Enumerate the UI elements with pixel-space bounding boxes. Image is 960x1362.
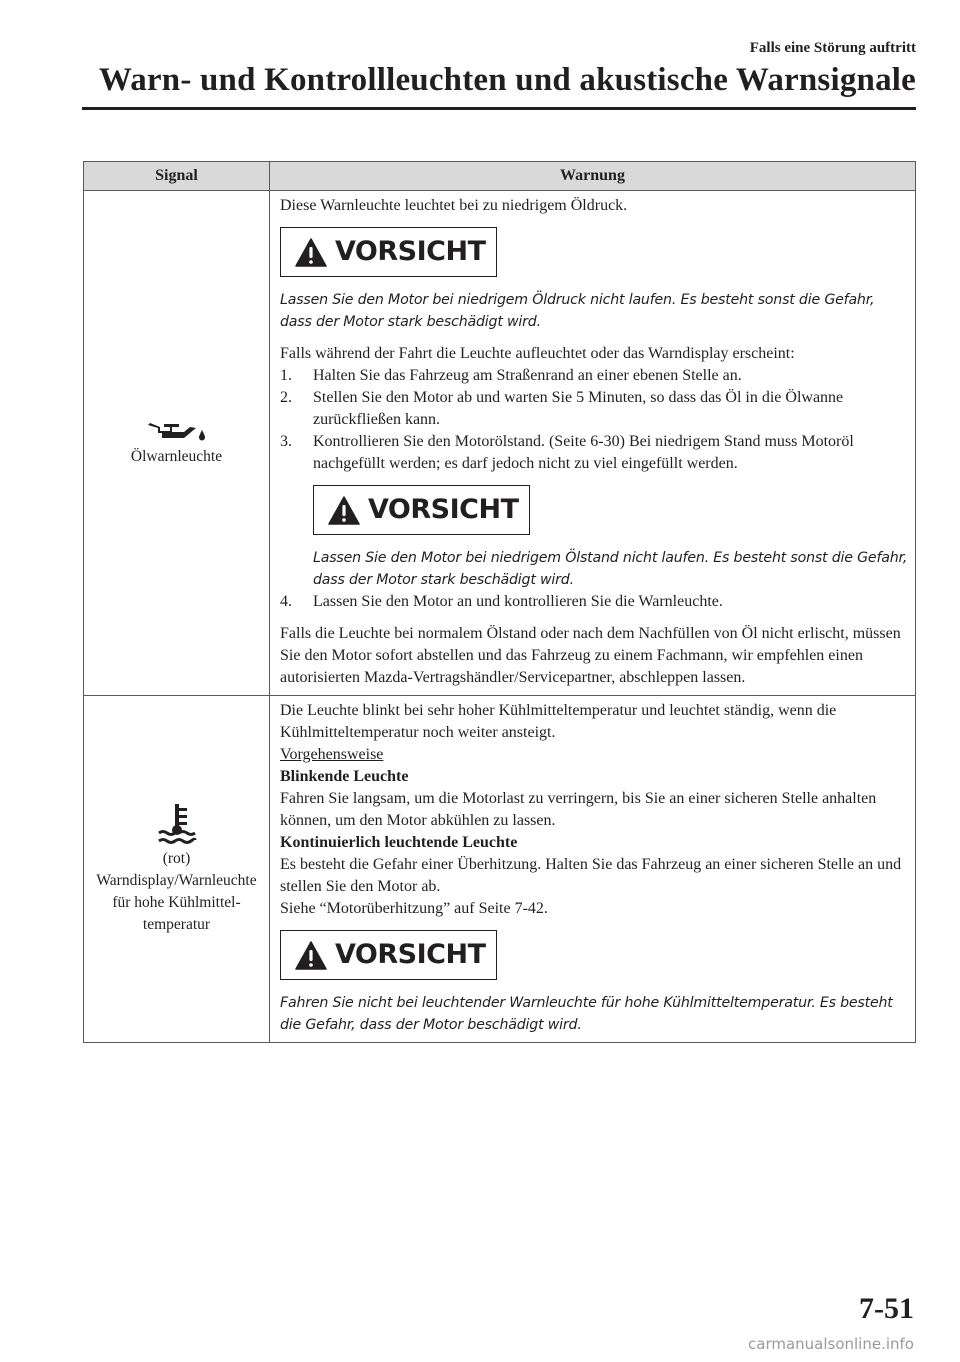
continuous-heading: Kontinuierlich leuchtende Leuchte: [280, 834, 518, 851]
watermark: carmanualsonline.info: [748, 1335, 914, 1353]
page-number: 7-51: [859, 1292, 914, 1325]
blinking-heading: Blinkende Leuchte: [280, 768, 409, 785]
blinking-text: Fahren Sie langsam, um die Motorlast zu verringern, bis Sie an einer sicheren Stelle anhalten können, um den Motor abkühlen zu lassen.: [280, 790, 877, 829]
caution-label: VORSICHT: [335, 236, 486, 267]
warning-triangle-icon: [295, 941, 327, 970]
signal-label: Warndisplay/Warnleuchte für hohe Kühlmitteltemperatur: [96, 872, 257, 933]
caution-label: VORSICHT: [335, 939, 486, 970]
caution-box: [280, 227, 497, 277]
list-item: 4. Lassen Sie den Motor an und kontrollieren Sie die Warnleuchte.: [280, 593, 723, 610]
caution-text: Lassen Sie den Motor bei niedrigem Ölstand nicht laufen. Es besteht sonst die Gefahr, dass der Motor stark beschädigt wird.: [313, 550, 908, 588]
caution-text: Lassen Sie den Motor bei niedrigem Öldruck nicht laufen. Es besteht sonst die Gefahr, dass der Motor stark beschädigt wird.: [280, 292, 875, 330]
signal-cell: [84, 696, 270, 1043]
table-row: [84, 696, 916, 1043]
warning-intro: Die Leuchte blinkt bei sehr hoher Kühlmitteltemperatur und leuchtet ständig, wenn die Kühlmitteltemperatur noch weiter ansteigt.: [280, 702, 837, 741]
column-header-warning: Warnung: [270, 162, 916, 191]
procedure-heading: Vorgehensweise: [280, 746, 384, 763]
warning-triangle-icon: [328, 496, 360, 525]
warning-cell: [270, 696, 916, 1043]
caution-label: VORSICHT: [368, 494, 519, 525]
see-also: Siehe “Motorüberhitzung” auf Seite 7-42.: [280, 900, 548, 917]
coolant-temperature-icon: [156, 802, 198, 846]
caution-box: [280, 930, 497, 980]
table-row: [84, 191, 916, 696]
list-item: 2. Stellen Sie den Motor ab und warten Sie 5 Minuten, so dass das Öl in die Ölwanne zurückfließen kann.: [280, 389, 844, 428]
column-header-signal: Signal: [84, 162, 270, 191]
signal-cell: [84, 191, 270, 696]
section-heading: Falls eine Störung auftritt: [749, 40, 916, 56]
warning-triangle-icon: [295, 238, 327, 267]
steps-intro: Falls während der Fahrt die Leuchte aufleuchtet oder das Warndisplay erscheint:: [280, 345, 795, 362]
page-title: Warn- und Kontrollleuchten und akustische Warnsignale: [98, 62, 916, 98]
header-rule: [82, 107, 916, 110]
warning-lights-table: [83, 161, 916, 1043]
list-item: 1. Halten Sie das Fahrzeug am Straßenrand an einer ebenen Stelle an.: [280, 367, 742, 384]
signal-color: (rot): [162, 850, 191, 867]
warning-outro: Falls die Leuchte bei normalem Ölstand oder nach dem Nachfüllen von Öl nicht erlischt, müssen Sie den Motor sofort abstellen und das Fahrzeug zu einem Fachmann, wir empfehlen einen autorisierten Mazda-Vertragshändler/Servicepartner, abschleppen lassen.: [280, 625, 901, 686]
caution-text: Fahren Sie nicht bei leuchtender Warnleuchte für hohe Kühlmitteltemperatur. Es besteht die Gefahr, dass der Motor beschädigt wird.: [280, 995, 893, 1033]
list-item: 3. Kontrollieren Sie den Motorölstand. (Seite 6-30) Bei niedrigem Stand muss Motoröl nachgefüllt werden; es darf jedoch nicht zu viel eingefüllt werden.: [280, 433, 854, 472]
caution-box: [313, 485, 530, 535]
continuous-text: Es besteht die Gefahr einer Überhitzung. Halten Sie das Fahrzeug an einer sicheren Stelle an und stellen Sie den Motor ab.: [280, 856, 902, 895]
warning-intro: Diese Warnleuchte leuchtet bei zu niedrigem Öldruck.: [280, 197, 628, 214]
table-header-row: [84, 162, 916, 191]
signal-label: Ölwarnleuchte: [130, 448, 223, 465]
warning-cell: [270, 191, 916, 696]
oil-pressure-icon: [146, 418, 208, 444]
